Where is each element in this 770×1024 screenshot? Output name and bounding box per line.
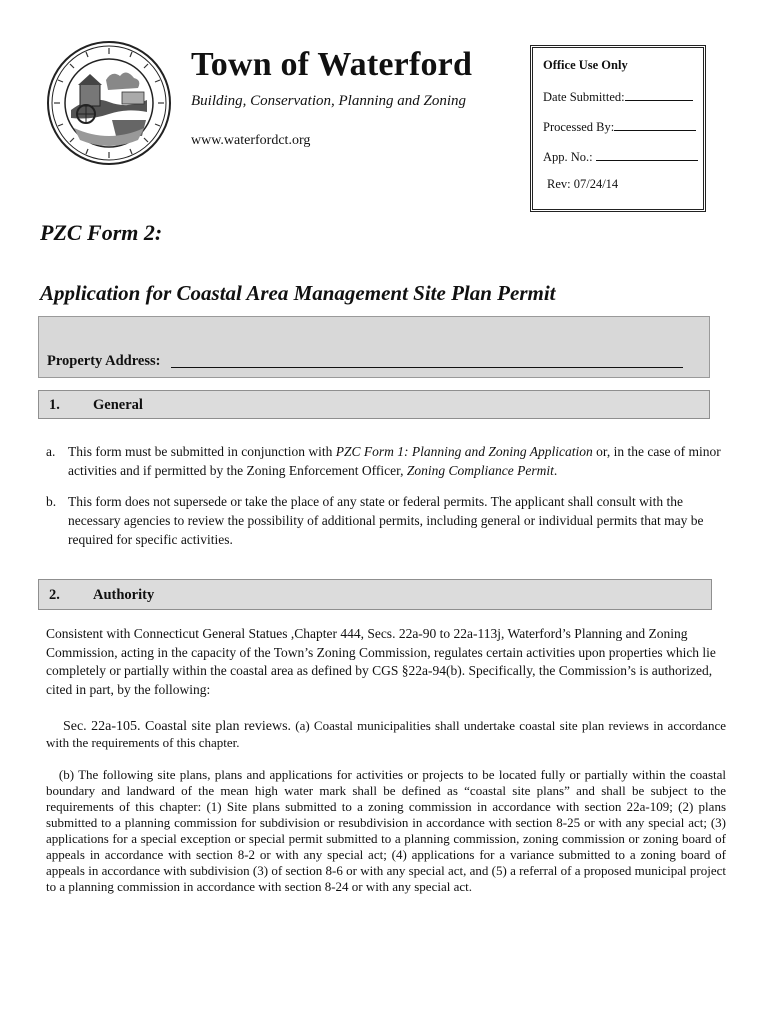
section-general-header bbox=[38, 390, 710, 419]
app-no-label: App. No.: bbox=[543, 150, 593, 164]
office-use-box bbox=[530, 45, 706, 212]
list-marker: a. bbox=[46, 444, 56, 459]
statute-quote-a bbox=[46, 718, 726, 751]
list-text: This form must be submitted in conjunction with PZC Form 1: Planning and Zoning Application or, in the case of minor activities and if permitted by the Zoning Enforcement Officer, Zoning Compliance Permit. bbox=[68, 444, 721, 478]
statute-text: (a) Coastal municipalities shall undertake coastal site plan reviews in accordance with the requirements of this chapter. bbox=[46, 718, 726, 750]
date-submitted-label: Date Submitted: bbox=[543, 90, 625, 104]
property-address-label: Property Address: bbox=[47, 353, 161, 369]
section-label: General bbox=[93, 397, 143, 413]
list-marker: b. bbox=[46, 494, 57, 509]
application-title: Application for Coastal Area Management Site Plan Permit bbox=[40, 281, 556, 305]
processed-by-label: Processed By: bbox=[543, 120, 615, 134]
property-address-box bbox=[38, 316, 710, 378]
form-number: PZC Form 2: bbox=[40, 220, 163, 245]
authority-intro: Consistent with Connecticut General Statues ,Chapter 444, Secs. 22a-90 to 22a-113j, Waterford’s Planning and Zoning Commission, acting in the capacity of the Town’s Zoning Commission, regulates certain activities upon properties which lie completely or partially within the coastal area as defined by CGS §22a-94(b). Specifically, the Commission’s is authorized, cited in part, by the following: bbox=[46, 626, 716, 697]
town-title: Town of Waterford bbox=[191, 46, 473, 83]
town-subtitle: Building, Conservation, Planning and Zoning bbox=[191, 93, 467, 109]
statute-quote-b: (b) The following site plans, plans and applications for activities or projects to be located fully or partially within the coastal boundary and landward of the mean high water mark shall be defined as “coastal site plans” and shall be subject to the requirements of this chapter: (1) Site plans submitted to a zoning commission in accordance with section 22a-109; (2) plans submitted to a planning commission for subdivision or resubdivision in accordance with section 8-25 or with any special act; (3) applications for a special exception or special permit submitted to a planning commission, zoning commission or zoning board of appeals in accordance with section 8-2 or with any special act; (4) applications for a variance submitted to a zoning board of appeals in accordance with subdivision (3) of section 8-6 or with any special act, and (5) a referral of a proposed municipal project to a planning commission in accordance with section 8-24 or with any special act. bbox=[46, 767, 727, 894]
app-no-field[interactable] bbox=[543, 148, 698, 165]
section-number: 2. bbox=[49, 587, 60, 603]
section-label: Authority bbox=[93, 587, 155, 603]
website-link[interactable]: www.waterfordct.org bbox=[191, 133, 311, 148]
list-text: This form does not supersede or take the place of any state or federal permits. The applicant shall consult with the necessary agencies to review the possibility of additional permits, including general or individual permits that may be required for specific activities. bbox=[68, 494, 704, 547]
processed-by-field[interactable] bbox=[543, 118, 696, 135]
section-number: 1. bbox=[49, 397, 60, 413]
revision-date: Rev: 07/24/14 bbox=[547, 177, 619, 191]
section-authority-header bbox=[38, 579, 712, 610]
office-use-title: Office Use Only bbox=[543, 58, 628, 72]
date-submitted-field[interactable] bbox=[543, 88, 693, 105]
town-seal-icon bbox=[46, 40, 172, 166]
statute-heading: Sec. 22a-105. Coastal site plan reviews. bbox=[62, 719, 292, 734]
property-address-field[interactable] bbox=[171, 367, 683, 368]
